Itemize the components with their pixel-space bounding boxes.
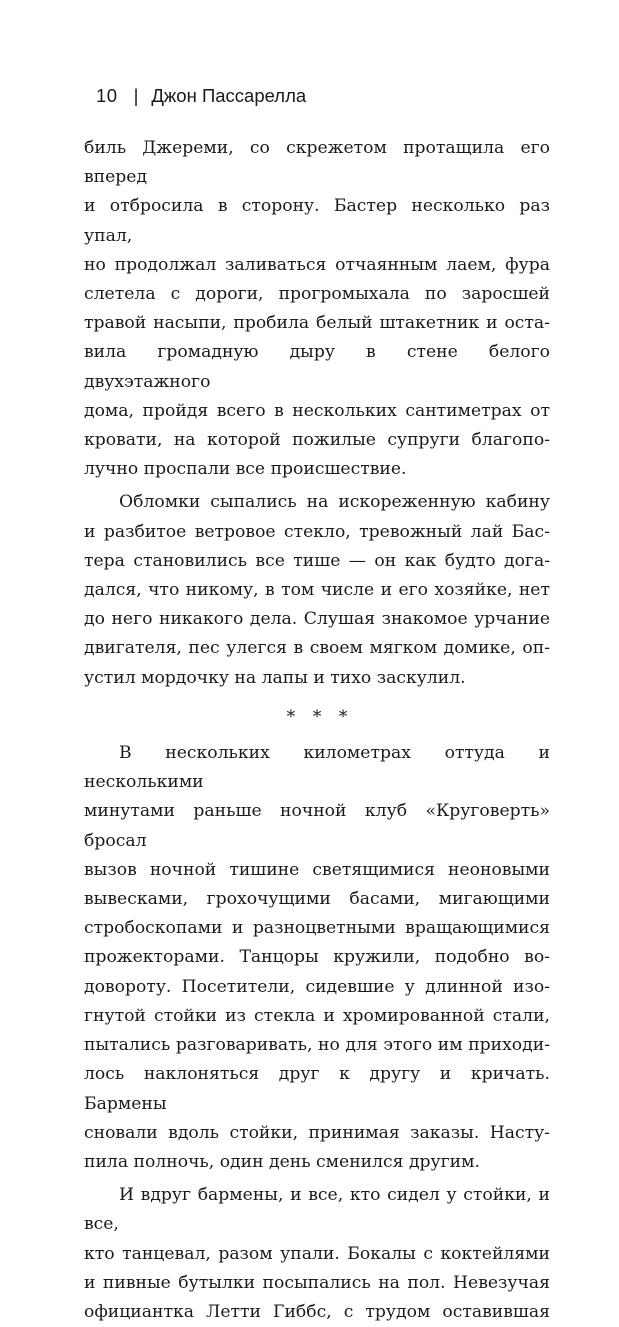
text-line: прожекторами. Танцоры кружили, подобно во-	[84, 947, 550, 968]
text-line: И вдруг бармены, и все, кто сидел у стойки, и все,	[84, 1185, 550, 1235]
text-line: кто танцевал, разом упали. Бокалы с коктейлями	[84, 1243, 550, 1264]
text-line: дома, пройдя всего в нескольких сантиметрах от	[84, 400, 550, 421]
text-line: до него никакого дела. Слушая знакомое урчание	[84, 609, 550, 630]
text-line: биль Джереми, со скрежетом протащила его вперед	[84, 138, 550, 188]
text-line: слетела с дороги, прогромыхала по заросшей	[84, 284, 550, 305]
text-line: Обломки сыпались на искореженную кабину	[119, 492, 550, 513]
text-line: лучно проспали все происшествие.	[84, 459, 407, 480]
text-line: лось наклоняться друг к другу и кричать. Бармены	[84, 1064, 550, 1114]
text-line: минутами раньше ночной клуб «Круговерть» бросал	[84, 801, 550, 851]
text-line: тера становились все тише — он как будто дога-	[84, 550, 550, 571]
text-line: устил мордочку на лапы и тихо заскулил.	[84, 667, 466, 688]
running-header	[96, 84, 306, 108]
header-separator: |	[133, 85, 139, 106]
text-line: довороту. Посетители, сидевшие у длинной изо-	[84, 976, 550, 997]
text-line: дался, что никому, в том числе и его хозяйке, нет	[84, 580, 550, 601]
text-line: пытались разговаривать, но для этого им приходи-	[84, 1035, 550, 1056]
body-text	[84, 134, 550, 1327]
text-line: но продолжал заливаться отчаянным лаем, фура	[84, 254, 550, 275]
text-line: двигателя, пес улегся в своем мягком домике, оп-	[84, 638, 550, 659]
text-line: вызов ночной тишине светящимися неоновыми	[84, 859, 550, 880]
scene-break: * * *	[286, 706, 354, 727]
text-line: и разбитое ветровое стекло, тревожный лай Бас-	[84, 521, 550, 542]
text-line: кровати, на которой пожилые супруги благопо-	[84, 430, 550, 451]
text-line: стробоскопами и разноцветными вращающимися	[84, 918, 550, 939]
text-line: и пивные бутылки посыпались на пол. Невезучая	[84, 1272, 550, 1293]
text-line: вывесками, грохочущими басами, мигающими	[84, 889, 550, 910]
running-title: Джон Пассарелла	[151, 85, 307, 106]
text-line: вила громадную дыру в стене белого двухэтажного	[84, 342, 550, 392]
text-line: травой насыпи, пробила белый штакетник и оста-	[84, 313, 550, 334]
text-line: пила полночь, один день сменился другим.	[84, 1151, 480, 1172]
text-line: и отбросила в сторону. Бастер несколько раз упал,	[84, 196, 550, 246]
text-line: гнутой стойки из стекла и хромированной стали,	[84, 1005, 550, 1026]
text-line: сновали вдоль стойки, принимая заказы. Насту-	[84, 1122, 550, 1143]
text-line: В нескольких километрах оттуда и несколькими	[84, 743, 550, 793]
page-number: 10	[96, 85, 118, 106]
text-line: официантка Летти Гиббс, с трудом оставившая	[84, 1301, 550, 1322]
